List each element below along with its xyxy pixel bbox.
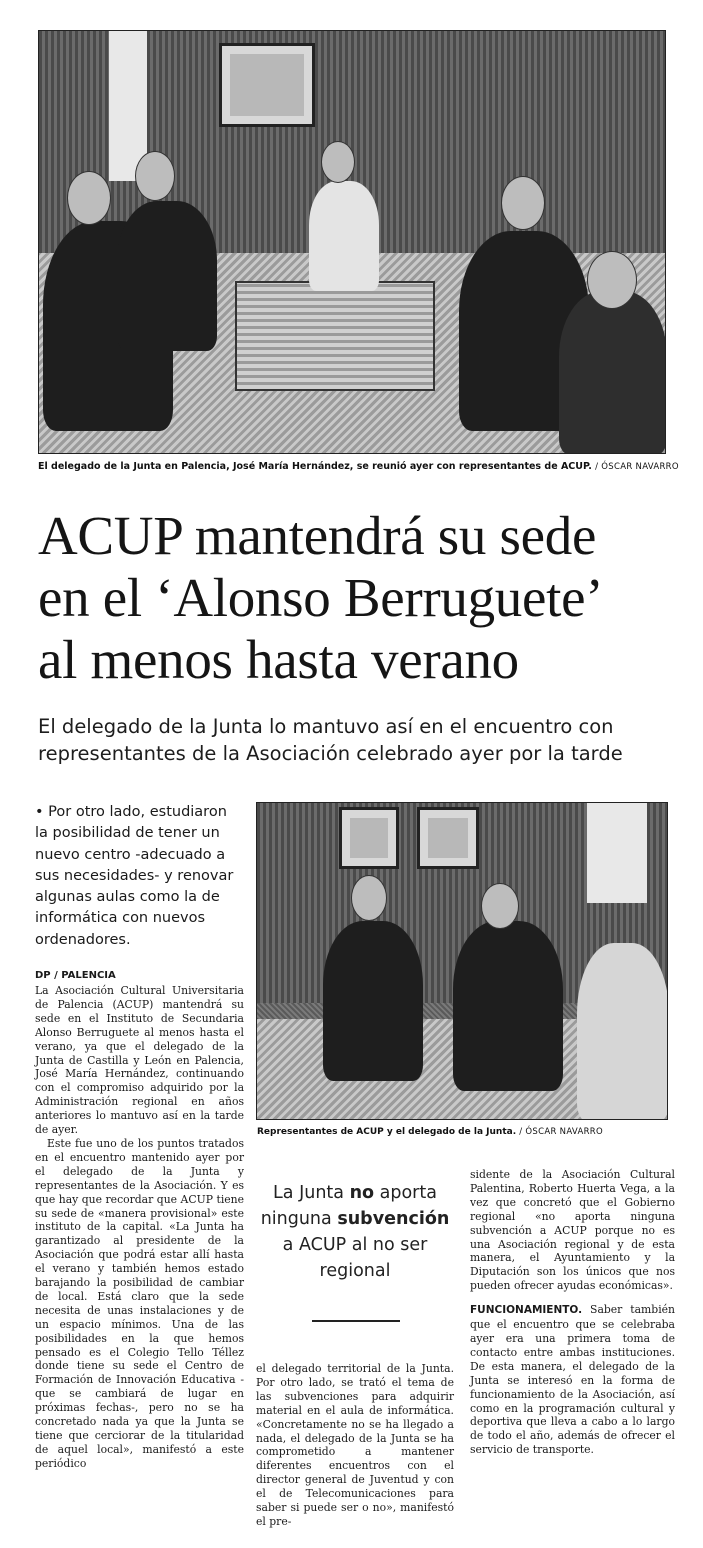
byline: DP / PALENCIA bbox=[35, 970, 116, 981]
photo-top-caption-text: El delegado de la Junta en Palencia, José María Hernández, se reunió ayer con representantes de ACUP. bbox=[38, 461, 592, 472]
photo-inline-caption bbox=[257, 1127, 603, 1137]
highlight-text-1: La Junta bbox=[273, 1183, 350, 1203]
subheadline-line-1: El delegado de la Junta lo mantuvo así en el encuentro con bbox=[38, 715, 614, 738]
highlight-text-2: aporta ninguna bbox=[260, 1183, 437, 1229]
body-column-3 bbox=[470, 1168, 675, 1457]
article-subheadline bbox=[38, 713, 678, 767]
person-left-2 bbox=[117, 201, 217, 351]
wall-painting bbox=[219, 43, 315, 127]
section-kicker: FUNCIONAMIENTO. bbox=[470, 1304, 583, 1317]
body-paragraph: el delegado territorial de la Junta. Por otro lado, se trató el tema de las subvenciones para adquirir material en el aula de informática. «Concretamente no se ha llegado a nada, el delegado de la Junta se ha comprometido a mantener diferentes encuentros con el director general de Juventud y con el de Telecomunicaciones para saber si puede ser o no», manifestó el pre- bbox=[256, 1362, 454, 1528]
person-seated-right-head bbox=[481, 883, 519, 929]
wall-painting-1 bbox=[339, 807, 399, 869]
coffee-table bbox=[235, 281, 435, 391]
person-right-1-head bbox=[501, 176, 545, 230]
person-seated-left bbox=[323, 921, 423, 1081]
highlight-bold-2: subvención bbox=[337, 1209, 450, 1229]
highlight-text-3: a ACUP al no ser regional bbox=[282, 1235, 428, 1281]
photo2-lamp bbox=[587, 803, 647, 903]
body-paragraph: sidente de la Asociación Cultural Palentina, Roberto Huerta Vega, a la vez que concretó que el Gobierno regional «no aporta ninguna subvención a ACUP porque no es una Asociación regional y de esta manera, el Ayuntamiento y la Diputación son los únicos que nos pueden ofrecer ayudas económicas». bbox=[470, 1168, 675, 1293]
body-paragraph-kicker bbox=[470, 1303, 675, 1457]
highlight-quote bbox=[256, 1180, 454, 1284]
person-foreground-right bbox=[577, 943, 668, 1120]
person-center bbox=[309, 181, 379, 291]
person-right-2-head bbox=[587, 251, 637, 309]
body-paragraph-text: Saber también que el encuentro que se celebraba ayer era una primera toma de contacto entre ambas instituciones. De esta manera, el delegado de la Junta se interesó en la forma de funcionamiento de la Asociación, así como en la programación cultural y deportiva que lleva a cabo a lo largo de todo el año, además de ofrecer el servicio de transporte. bbox=[470, 1303, 675, 1457]
headline-line-2: en el ‘Alonso Berruguete’ bbox=[38, 567, 604, 628]
body-column-2 bbox=[256, 1362, 454, 1529]
highlight-bold-1: no bbox=[349, 1183, 375, 1203]
photo-inline-caption-text: Representantes de ACUP y el delegado de la Junta. bbox=[257, 1127, 517, 1137]
headline-line-1: ACUP mantendrá su sede bbox=[38, 505, 597, 566]
person-seated-left-head bbox=[351, 875, 387, 921]
subheadline-line-2: representantes de la Asociación celebrado ayer por la tarde bbox=[38, 742, 623, 765]
person-left-1-head bbox=[67, 171, 111, 225]
person-right-2 bbox=[559, 291, 666, 454]
highlight-rule bbox=[312, 1320, 400, 1322]
article-headline bbox=[38, 505, 678, 691]
meeting-photo-top bbox=[38, 30, 666, 454]
pull-quote: • Por otro lado, estudiaron la posibilidad de tener un nuevo centro -adecuado a sus necesidades- y renovar algunas aulas como la de informática con nuevos ordenadores. bbox=[35, 804, 234, 948]
body-paragraph: Este fue uno de los puntos tratados en el encuentro mantenido ayer por el delegado de la Junta y representantes de la Asociación. Y es que hay que recordar que ACUP tiene su sede de «manera provisional» este instituto de la capital. «La Junta ha garantizado al presidente de la Asociación que podrá estar allí hasta el verano y también hemos estado barajando la posibilidad de cambiar de local. Está claro que la sede necesita de unas instalaciones y de un espacio mínimos. Una de las posibilidades en la que hemos pensado es el Colegio Tello Téllez donde tiene su sede el Centro de Formación de Innovación Educativa -que se cambiará de lugar en próximas fechas-, pero no se ha concretado nada ya que la Junta se tiene que cerciorar de la titularidad de aquel local», manifestó a este periódico bbox=[35, 1136, 244, 1470]
person-left-2-head bbox=[135, 151, 175, 201]
meeting-photo-inline bbox=[256, 802, 668, 1120]
person-center-head bbox=[321, 141, 355, 183]
body-paragraph: La Asociación Cultural Universitaria de Palencia (ACUP) mantendrá su sede en el Instituto de Secundaria Alonso Berruguete al menos hasta el verano, ya que el delegado de la Junta de Castilla y León en Palencia, José María Hernández, continuando con el compromiso adquirido por la Administración regional en años anteriores lo mantuvo así en la tarde de ayer. bbox=[35, 984, 244, 1137]
photo-top-credit: / ÓSCAR NAVARRO bbox=[595, 462, 679, 472]
body-column-1 bbox=[35, 984, 244, 1471]
photo-inline-credit: / ÓSCAR NAVARRO bbox=[519, 1127, 603, 1137]
photo-top-caption bbox=[38, 461, 679, 472]
person-seated-right bbox=[453, 921, 563, 1091]
headline-line-3: al menos hasta verano bbox=[38, 629, 519, 690]
wall-painting-2 bbox=[417, 807, 479, 869]
